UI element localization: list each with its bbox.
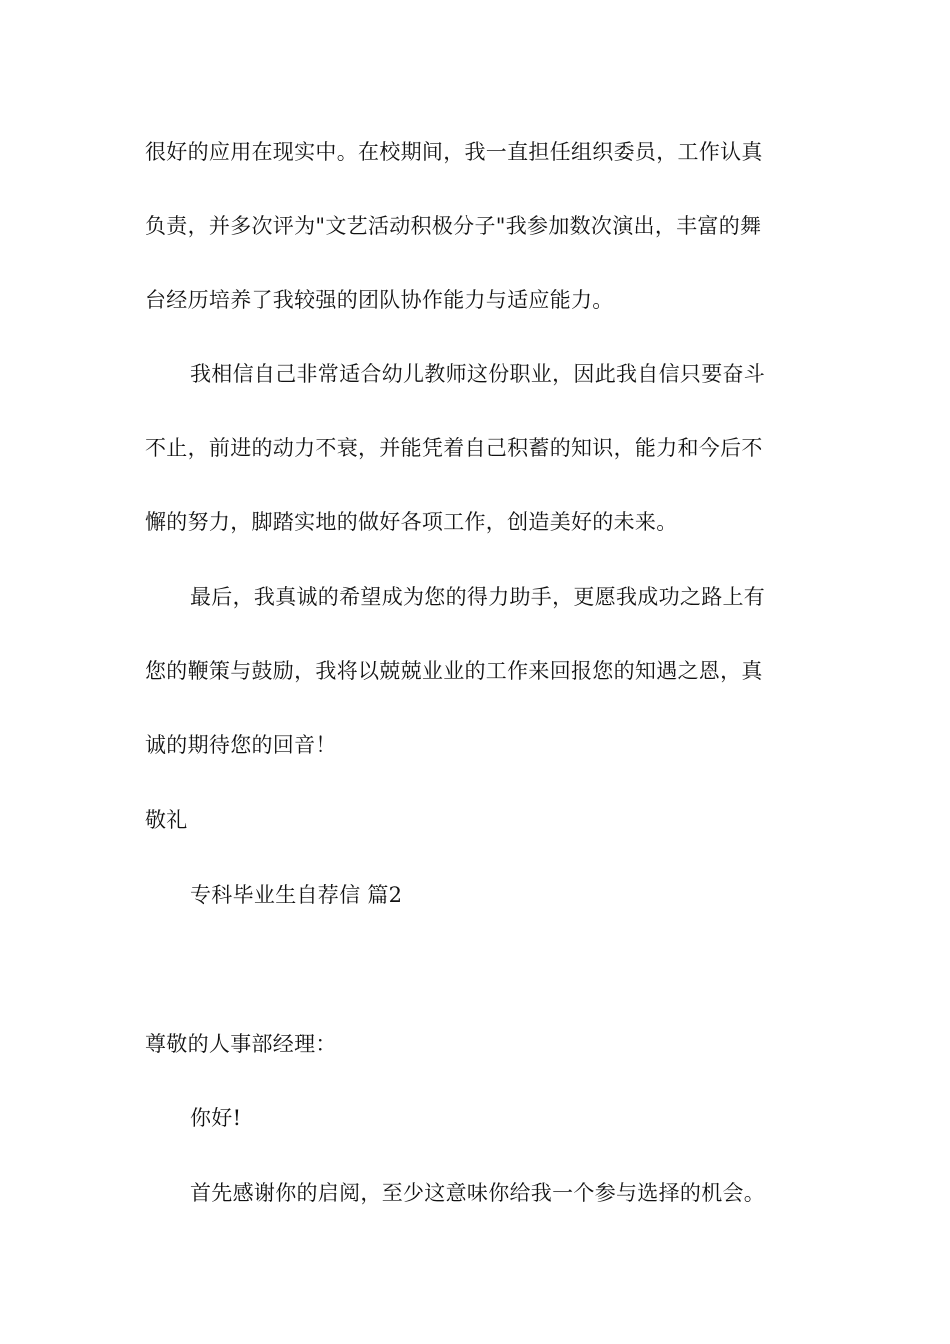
paragraph-line: 不止，前进的动力不衰，并能凭着自己积蓄的知识，能力和今后不 [145,436,763,460]
paragraph-line: 诚的期待您的回音！ [145,733,337,757]
greeting: 你好! [190,1106,242,1130]
paragraph-line: 懈的努力，脚踏实地的做好各项工作，创造美好的未来。 [145,510,678,534]
paragraph-line: 负责，并多次评为"文艺活动积极分子"我参加数次演出，丰富的舞 [145,214,762,238]
closing-salutation: 敬礼 [145,808,188,832]
paragraph-line: 首先感谢你的启阅，至少这意味你给我一个参与选择的机会。 [190,1181,766,1205]
paragraph-line: 很好的应用在现实中。在校期间，我一直担任组织委员，工作认真 [145,140,763,164]
paragraph-line: 最后，我真诚的希望成为您的得力助手，更愿我成功之路上有 [190,585,766,609]
paragraph-line: 我相信自己非常适合幼儿教师这份职业，因此我自信只要奋斗 [190,362,766,386]
section-title: 专科毕业生自荐信 篇2 [190,883,403,907]
paragraph-line: 您的鞭策与鼓励，我将以兢兢业业的工作来回报您的知遇之恩，真 [145,659,763,683]
paragraph-line: 台经历培养了我较强的团队协作能力与适应能力。 [145,288,614,312]
greeting-recipient: 尊敬的人事部经理： [145,1032,337,1056]
